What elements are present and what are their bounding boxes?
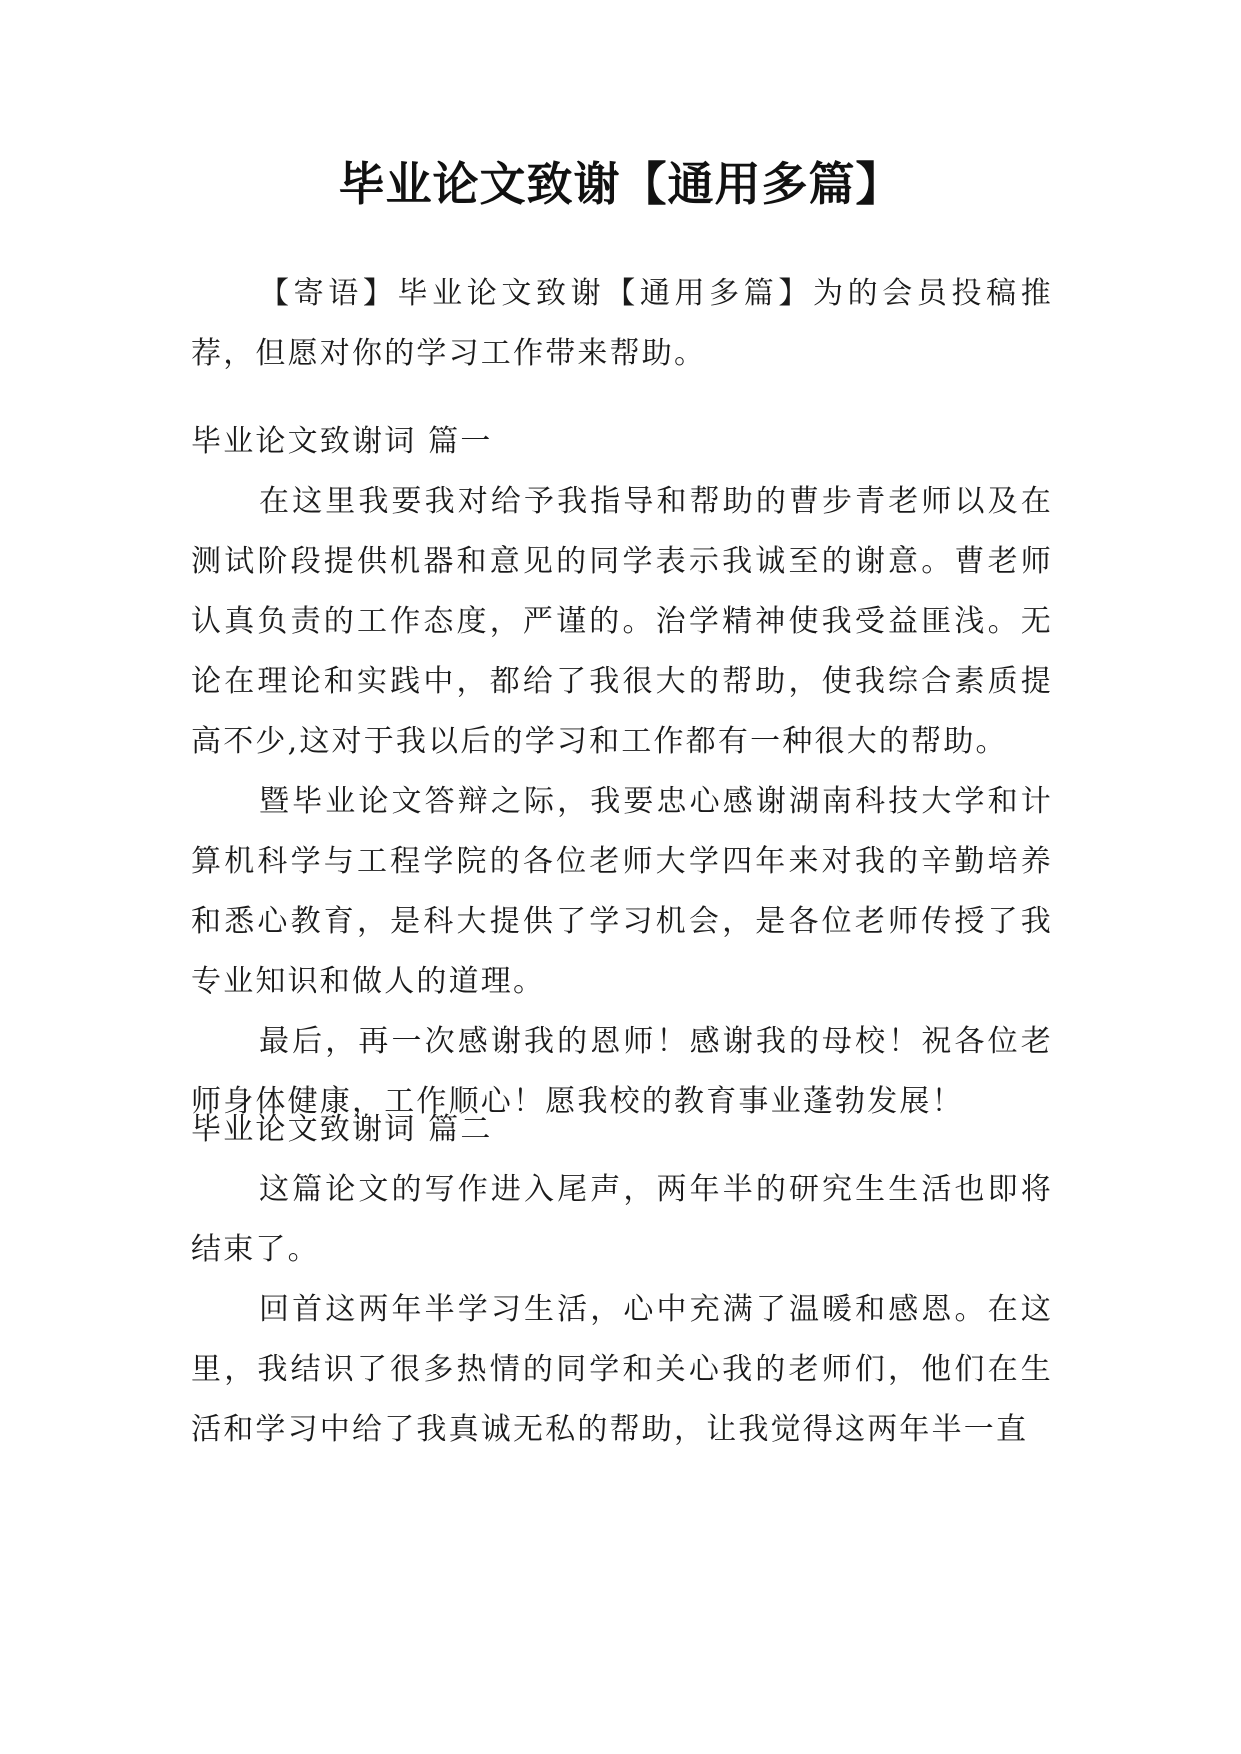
- intro-block: [191, 264, 1053, 384]
- section-paragraph: 在这里我要我对给予我指导和帮助的曹步青老师以及在测试阶段提供机器和意见的同学表示我诚至的谢意。曹老师认真负责的工作态度，严谨的。治学精神使我受益匪浅。无论在理论和实践中，都给了我很大的帮助，使我综合素质提高不少,这对于我以后的学习和工作都有一种很大的帮助。: [191, 484, 1053, 759]
- document-title: 毕业论文致谢【通用多篇】: [338, 157, 903, 211]
- section-one: [191, 412, 1053, 1132]
- section-paragraph: 最后，再一次感谢我的恩师！感谢我的母校！祝各位老师身体健康，工作顺心！愿我校的教育事业蓬勃发展！: [191, 1024, 1053, 1119]
- section-paragraph: 暨毕业论文答辩之际，我要忠心感谢湖南科技大学和计算机科学与工程学院的各位老师大学四年来对我的辛勤培养和悉心教育，是科大提供了学习机会，是各位老师传授了我专业知识和做人的道理。: [191, 784, 1053, 999]
- section-heading: 毕业论文致谢词 篇二: [191, 1112, 493, 1147]
- section-paragraph: 这篇论文的写作进入尾声，两年半的研究生生活也即将结束了。: [191, 1172, 1053, 1267]
- section-heading: 毕业论文致谢词 篇一: [191, 424, 493, 459]
- section-paragraph: 回首这两年半学习生活，心中充满了温暖和感恩。在这里，我结识了很多热情的同学和关心我的老师们，他们在生活和学习中给了我真诚无私的帮助，让我觉得这两年半一直: [191, 1292, 1053, 1447]
- section-two: [191, 1100, 1053, 1460]
- intro-paragraph: 【寄语】毕业论文致谢【通用多篇】为的会员投稿推荐，但愿对你的学习工作带来帮助。: [191, 276, 1053, 371]
